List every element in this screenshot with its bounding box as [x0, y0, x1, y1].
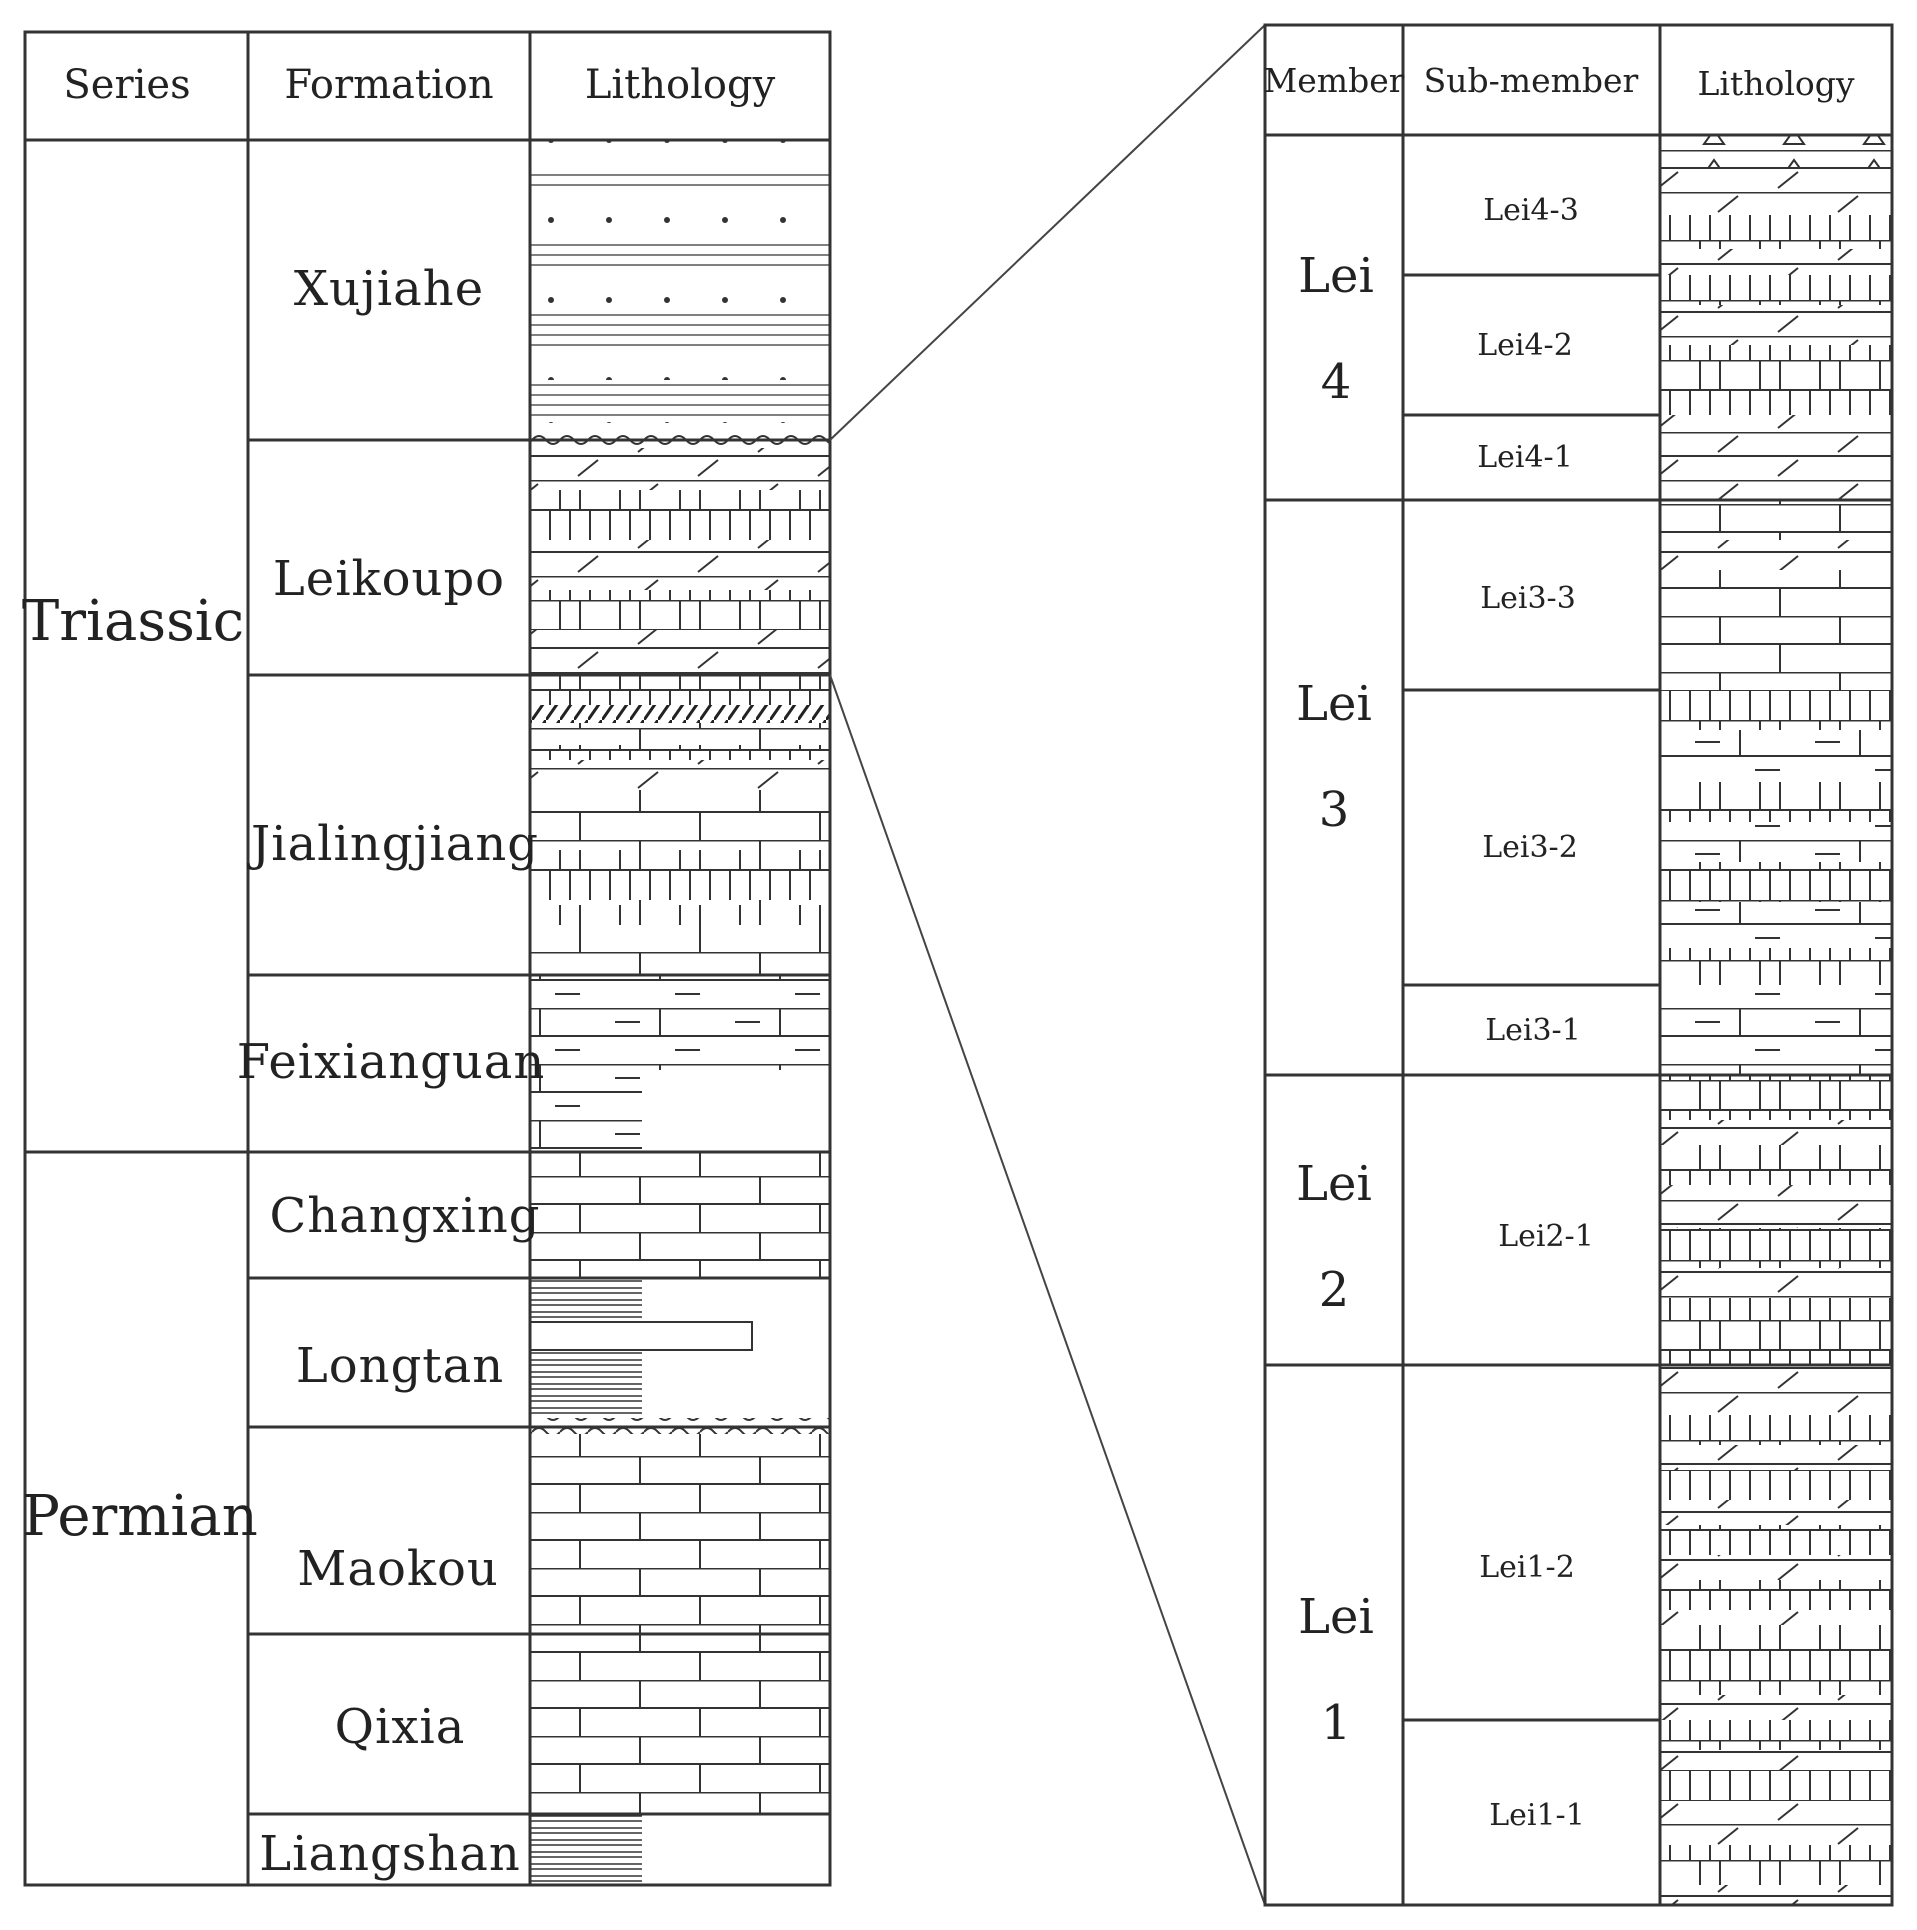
sub-member-label: Lei4-1 — [1477, 440, 1573, 475]
lithology-lei2-1-gyp — [1660, 1075, 1892, 1120]
sub-member-label: Lei2-1 — [1498, 1219, 1594, 1254]
lithology-lei2-1-gyp — [1660, 1298, 1892, 1365]
lithology-qixia — [530, 1634, 830, 1814]
left-lithology-column — [530, 140, 830, 1885]
member-label-line2: 4 — [1320, 354, 1352, 410]
lithology-lei1-2-gyp — [1660, 1470, 1892, 1500]
lithology-jialingjiang-gyp — [530, 850, 830, 900]
header-formation: Formation — [284, 62, 494, 108]
lithology-xujiahe-mud — [530, 380, 830, 422]
lithology-lei1-2-gyp — [1660, 1580, 1892, 1610]
lithology-lei4-3-gyp — [1660, 215, 1892, 249]
lithology-lei2-1-gyp — [1660, 1228, 1892, 1268]
series-label-permian: Permian — [22, 1484, 258, 1549]
lithology-xujiahe-mud — [530, 168, 830, 194]
header-series: Series — [63, 62, 191, 108]
lithology-changxing — [530, 1152, 830, 1278]
sub-member-label: Lei1-1 — [1489, 1798, 1585, 1833]
lithology-anhydrite-hatch — [530, 705, 830, 723]
left-stratigraphic-table — [22, 32, 830, 1885]
lithology-lei3-2 — [1660, 690, 1892, 985]
formation-label: Liangshan — [259, 1826, 521, 1882]
sub-member-label: Lei4-2 — [1477, 328, 1573, 363]
lithology-jialingjiang-gyp — [530, 675, 830, 705]
lithology-longtan-shale — [530, 1278, 642, 1320]
header-sub-member: Sub-member — [1423, 61, 1639, 100]
lithology-longtan-coal — [530, 1322, 752, 1350]
lithology-longtan-shale — [530, 1352, 642, 1427]
member-label-line1: Lei — [1298, 248, 1374, 304]
member-label-line2: 2 — [1318, 1262, 1350, 1318]
lithology-leikoupo-gyp — [530, 590, 830, 630]
formation-label: Maokou — [297, 1541, 499, 1597]
lithology-lei3-2-gyp — [1660, 690, 1892, 730]
lithology-lei3-1 — [1660, 985, 1892, 1075]
lithology-lei3-3 — [1660, 500, 1892, 690]
lithology-lei3-2-gyp — [1660, 782, 1892, 822]
lithology-lei2-1-gyp — [1660, 1145, 1892, 1185]
lithology-jialingjiang-dolo — [530, 760, 830, 790]
lithology-maokou — [530, 1434, 830, 1634]
sub-member-label: Lei3-1 — [1485, 1013, 1581, 1048]
header-member: Member — [1263, 61, 1405, 100]
formation-label: Changxing — [269, 1188, 541, 1244]
lithology-xujiahe-mud — [530, 310, 830, 350]
lithology-liangshan-shale — [530, 1814, 642, 1885]
right-stratigraphic-table — [1263, 25, 1892, 1905]
lithology-anhydrite — [1660, 135, 1892, 167]
sub-member-label: Lei3-3 — [1480, 581, 1576, 616]
lithology-lei1-1-gyp — [1660, 1720, 1892, 1750]
formation-label: Feixianguan — [236, 1034, 546, 1090]
formation-label: Longtan — [295, 1338, 505, 1394]
sub-member-label: Lei3-2 — [1482, 830, 1578, 865]
lithology-lei1-2-gyp — [1660, 1415, 1892, 1445]
series-label-triassic: Triassic — [21, 589, 245, 654]
lithology-feixianguan-blank — [642, 1070, 830, 1152]
lithology-leikoupo-gyp — [530, 490, 830, 540]
member-label-line1: Lei — [1298, 1589, 1374, 1645]
member-label-line1: Lei — [1296, 676, 1372, 732]
lithology-lei3-2-gyp — [1660, 862, 1892, 902]
formation-label: Leikoupo — [272, 551, 506, 607]
lithology-lei3-2-gyp — [1660, 948, 1892, 985]
right-lithology-column — [1660, 135, 1892, 1905]
sub-member-label: Lei1-2 — [1479, 1550, 1575, 1585]
lithology-lei4-2-dolo — [1660, 305, 1892, 345]
lithology-lei4-1 — [1660, 415, 1892, 500]
zoom-connector-lines — [830, 25, 1265, 1905]
member-label-line2: 3 — [1318, 782, 1350, 838]
lithology-xujiahe-mud — [530, 240, 830, 270]
formation-label: Xujiahe — [293, 261, 485, 317]
header-lithology: Lithology — [584, 62, 776, 108]
lithology-lei1-1-gyp — [1660, 1845, 1892, 1885]
formation-label: Qixia — [334, 1699, 466, 1755]
header-lithology: Lithology — [1697, 64, 1855, 103]
formation-label: Jialingjiang — [250, 816, 540, 872]
lithology-lei1-2-gyp — [1660, 1525, 1892, 1555]
member-label-line2: 1 — [1320, 1695, 1352, 1751]
lithology-jialingjiang-gyp — [530, 905, 830, 925]
lithology-lei1-1-gyp — [1660, 1770, 1892, 1800]
sub-member-label: Lei4-3 — [1483, 193, 1579, 228]
lithology-leikoupo — [530, 448, 830, 675]
member-label-line1: Lei — [1296, 1156, 1372, 1212]
lithology-lei1-2-gyp — [1660, 1625, 1892, 1695]
lithology-lei3-3-dolo — [1660, 540, 1892, 570]
